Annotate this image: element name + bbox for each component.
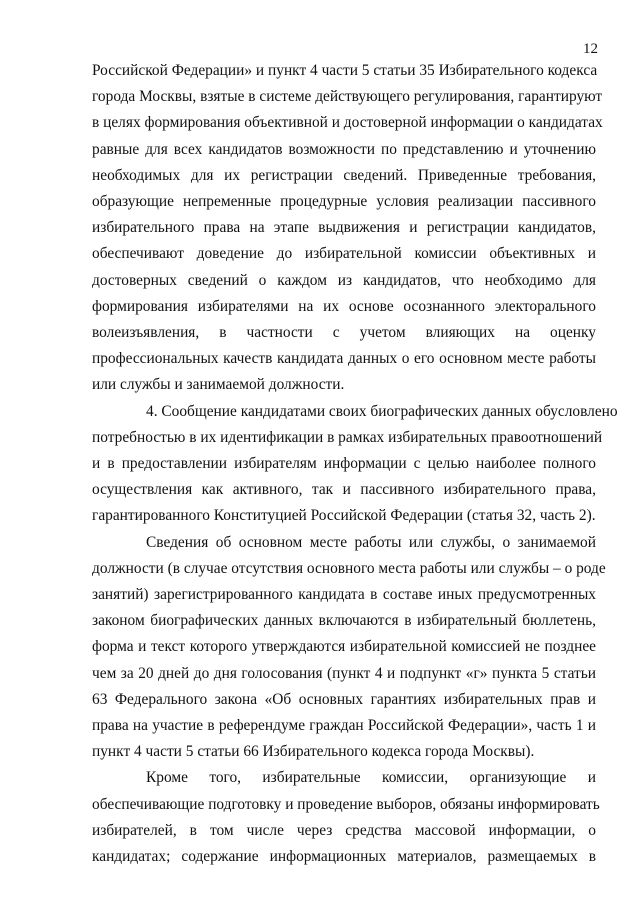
page-number: 12 [583, 41, 598, 57]
text-line: образующие непременные процедурные условия реализации пассивного [92, 193, 596, 211]
text-line: занятий) зарегистрированного кандидата в составе иных предусмотренных [92, 586, 596, 604]
text-line: необходимых для их регистрации сведений. Приведенные требования, [92, 166, 596, 184]
text-line: права на участие в референдуме граждан Российской Федерации», часть 1 и [92, 717, 596, 735]
text-line: Сведения об основном месте работы или службы, о занимаемой [146, 533, 596, 551]
paragraph [92, 765, 600, 870]
text-line: гарантированного Конституцией Российской Федерации (статья 32, часть 2). [92, 507, 596, 525]
text-line: избирателей, в том числе через средства массовой информации, о [92, 821, 596, 839]
text-line: должности (в случае отсутствия основного места работы или службы – о роде [92, 559, 606, 577]
paragraph [92, 399, 618, 530]
text-line: Кроме того, избирательные комиссии, организующие и [146, 769, 596, 787]
paragraph [92, 530, 606, 766]
text-line: чем за 20 дней до дня голосования (пункт 4 и подпункт «г» пункта 5 статьи [92, 664, 596, 682]
text-line: обеспечивающие подготовку и проведение выборов, обязаны информировать [92, 795, 600, 813]
text-line: волеизъявления, в частности с учетом влияющих на оценку [92, 324, 596, 342]
text-line: Российской Федерации» и пункт 4 части 5 статьи 35 Избирательного кодекса [92, 62, 598, 79]
text-line: города Москвы, взятые в системе действующего регулирования, гарантируют [92, 88, 603, 106]
text-line: кандидатах; содержание информационных материалов, размещаемых в [92, 848, 596, 866]
text-line: потребностью в их идентификации в рамках избирательных правоотношений [92, 428, 603, 446]
text-line: законом биографических данных включаются в избирательный бюллетень, [92, 612, 596, 630]
text-line: и в предоставлении избирателям информации с целью наиболее полного [92, 455, 596, 473]
text-line: в целях формирования объективной и достоверной информации о кандидатах [92, 114, 603, 132]
text-line: избирательного права на этапе выдвижения и регистрации кандидатов, [92, 219, 596, 237]
text-line: осуществления как активного, так и пассивного избирательного права, [92, 481, 596, 499]
text-line: форма и текст которого утверждаются избирательной комиссией не позднее [92, 638, 596, 656]
text-line: пункт 4 части 5 статьи 66 Избирательного кодекса города Москвы). [92, 743, 535, 761]
paragraph [92, 58, 603, 399]
text-line: 4. Сообщение кандидатами своих биографических данных обусловлено [146, 402, 618, 420]
text-line: профессиональных качеств кандидата данных о его основном месте работы [92, 350, 596, 368]
text-line: или службы и занимаемой должности. [92, 376, 345, 394]
text-line: обеспечивают доведение до избирательной комиссии объективных и [92, 245, 596, 263]
document-body [92, 58, 618, 870]
text-line: равные для всех кандидатов возможности по представлению и уточнению [92, 140, 596, 158]
text-line: формирования избирателями на их основе осознанного электорального [92, 297, 596, 315]
text-line: 63 Федерального закона «Об основных гарантиях избирательных прав и [92, 690, 596, 708]
text-line: достоверных сведений о каждом из кандидатов, что необходимо для [92, 271, 596, 289]
